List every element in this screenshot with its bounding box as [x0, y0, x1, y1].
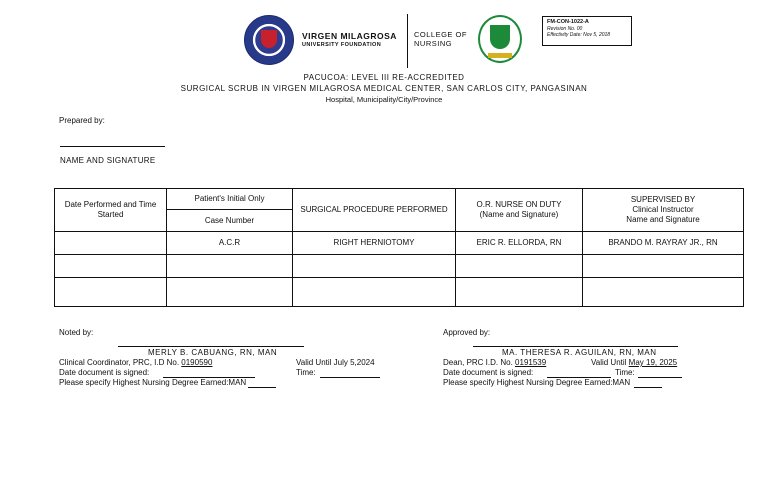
approved-degree-underline — [634, 387, 662, 388]
header-or-nurse-note: (Name and Signature) — [479, 210, 559, 219]
approved-validity — [591, 358, 677, 368]
table-row — [55, 255, 744, 278]
cell-nurse[interactable] — [456, 278, 583, 307]
noted-degree-underline — [248, 387, 276, 388]
surgical-log-table — [54, 188, 744, 307]
form-code-box — [542, 16, 632, 46]
noted-degree-value: MAN — [228, 378, 247, 387]
header-date: Date Performed and Time Started — [55, 189, 167, 232]
approved-name: MA. THERESA R. AGUILAN, RN, MAN — [502, 348, 657, 357]
header-patient-initial: Patient's Initial Only — [167, 189, 293, 210]
approved-prc-line — [443, 358, 546, 368]
approved-time-field[interactable] — [638, 377, 682, 378]
header-divider — [407, 14, 408, 68]
approved-by-label: Approved by: — [443, 328, 491, 337]
approved-validity-date: May 19, 2025 — [628, 358, 678, 367]
cell-supervisor[interactable] — [583, 255, 744, 278]
noted-validity: Valid Until July 5,2024 — [296, 358, 375, 367]
college-name — [414, 30, 467, 48]
college-line-2: NURSING — [414, 39, 453, 48]
approved-date-signed-label: Date document is signed: — [443, 368, 534, 377]
college-line-1: COLLEGE OF — [414, 30, 467, 39]
cell-date[interactable] — [55, 278, 167, 307]
cell-initial[interactable] — [167, 255, 293, 278]
location-caption: Hospital, Municipality/City/Province — [325, 95, 443, 104]
approved-validity-label: Valid Until — [591, 358, 627, 367]
header-case-number: Case Number — [167, 210, 293, 232]
cell-supervisor[interactable]: BRANDO M. RAYRAY JR., RN — [583, 232, 744, 255]
approved-signature-line — [473, 346, 678, 347]
name-signature-caption: NAME AND SIGNATURE — [60, 156, 156, 165]
noted-title: Clinical Coordinator, PRC, I.D No. — [59, 358, 180, 367]
nursing-college-logo — [478, 15, 522, 63]
prepared-signature-line — [60, 146, 165, 147]
approved-degree-line — [443, 378, 630, 388]
approved-degree-label: Please specify Highest Nursing Degree Earned: — [443, 378, 613, 387]
prepared-by-label: Prepared by: — [59, 116, 105, 125]
nursing-shield-icon — [490, 25, 510, 49]
university-shield-icon — [261, 30, 277, 48]
revision-number: Revision No. 00 — [547, 25, 583, 32]
noted-date-signed-label: Date document is signed: — [59, 368, 150, 377]
noted-time-label: Time: — [296, 368, 316, 377]
noted-prc-number: 0190590 — [181, 358, 213, 367]
noted-prc-line — [59, 358, 212, 368]
noted-degree-line — [59, 378, 246, 388]
cell-initial[interactable]: A.C.R — [167, 232, 293, 255]
institution-subtitle: UNIVERSITY FOUNDATION — [302, 42, 382, 48]
table-header-row — [55, 189, 744, 210]
cell-supervisor[interactable] — [583, 278, 744, 307]
cell-date[interactable] — [55, 255, 167, 278]
cell-initial[interactable] — [167, 278, 293, 307]
noted-by-label: Noted by: — [59, 328, 94, 337]
cell-procedure[interactable] — [293, 278, 456, 307]
cell-procedure[interactable]: RIGHT HERNIOTOMY — [293, 232, 456, 255]
header-supervised — [583, 189, 744, 232]
noted-name: MERLY B. CABUANG, RN, MAN — [148, 348, 278, 357]
approved-degree-value: MAN — [612, 378, 631, 387]
cell-nurse[interactable]: ERIC R. ELLORDA, RN — [456, 232, 583, 255]
table-row — [55, 278, 744, 307]
cell-procedure[interactable] — [293, 255, 456, 278]
header-supervised-note: Name and Signature — [626, 215, 700, 224]
institution-name: VIRGEN MILAGROSA — [302, 31, 397, 41]
noted-signature-line — [118, 346, 304, 347]
cell-nurse[interactable] — [456, 255, 583, 278]
table-row — [55, 232, 744, 255]
approved-prc-number: 0191539 — [515, 358, 547, 367]
effectivity-date: Effectivity Date: Nov 5, 2018 — [547, 32, 611, 38]
document-title: SURGICAL SCRUB IN VIRGEN MILAGROSA MEDICAL CENTER, SAN CARLOS CITY, PANGASINAN — [180, 84, 588, 93]
cell-date[interactable] — [55, 232, 167, 255]
header-or-nurse-title: O.R. NURSE ON DUTY — [476, 200, 562, 209]
form-code: FM-CON-1022-A — [547, 19, 589, 25]
noted-degree-label: Please specify Highest Nursing Degree Earned: — [59, 378, 229, 387]
header-supervised-role: Clinical Instructor — [632, 205, 694, 214]
accreditation-title: PACUCOA: LEVEL III RE-ACCREDITED — [303, 73, 465, 82]
noted-time-field[interactable] — [320, 377, 380, 378]
header-procedure: SURGICAL PROCEDURE PERFORMED — [293, 189, 456, 232]
nursing-ribbon-icon — [488, 53, 512, 58]
header-or-nurse — [456, 189, 583, 232]
approved-time-label: Time: — [615, 368, 635, 377]
university-logo — [244, 15, 294, 65]
approved-title: Dean, PRC I.D. No. — [443, 358, 513, 367]
header-supervised-title: SUPERVISED BY — [630, 195, 696, 204]
